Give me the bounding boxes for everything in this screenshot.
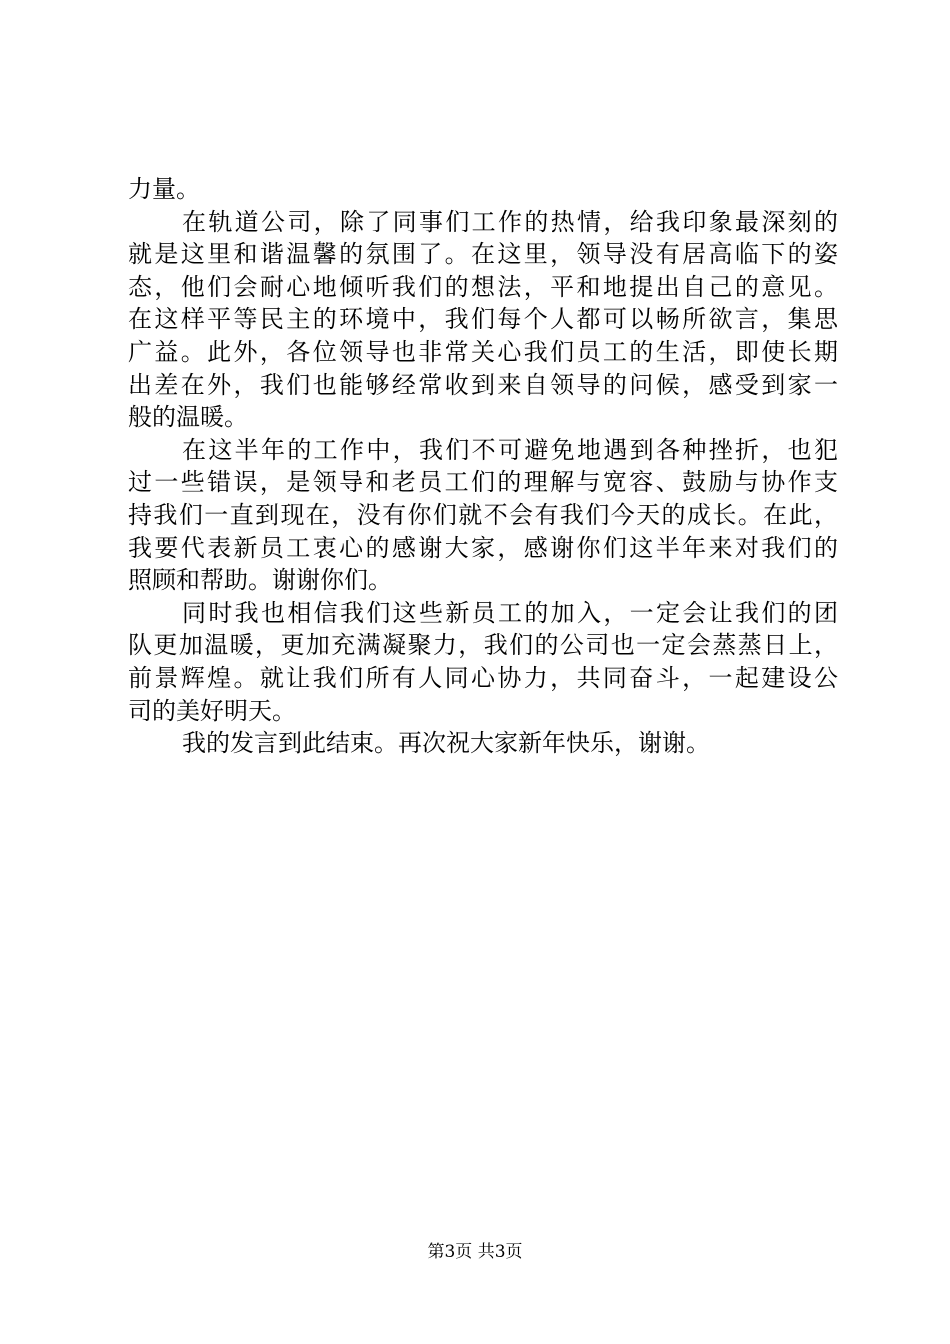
- paragraph-first-line: 在轨道公司，除了同事们工作的热情，给我印象最深刻的: [182, 207, 838, 236]
- text-line: 广益。此外，各位领导也非常关心我们员工的生活，即使长期: [128, 337, 838, 366]
- text-line: 就是这里和谐温馨的氛围了。在这里，领导没有居高临下的姿: [128, 240, 838, 269]
- text-line: 出差在外，我们也能够经常收到来自领导的问候，感受到家一: [128, 370, 838, 399]
- text-line: 前景辉煌。就让我们所有人同心协力，共同奋斗，一起建设公: [128, 663, 838, 692]
- text-line: 过一些错误，是领导和老员工们的理解与宽容、鼓励与协作支: [128, 468, 838, 497]
- paragraph-first-line: 我的发言到此结束。再次祝大家新年快乐，谢谢。: [182, 729, 710, 758]
- page-footer: 第3页 共3页: [427, 1242, 523, 1262]
- text-line: 我要代表新员工衷心的感谢大家，感谢你们这半年来对我们的: [128, 533, 838, 562]
- text-line: 司的美好明天。: [128, 696, 296, 725]
- text-line: 力量。: [128, 175, 200, 203]
- paragraph-first-line: 同时我也相信我们这些新员工的加入，一定会让我们的团: [182, 598, 838, 627]
- text-line: 队更加温暖，更加充满凝聚力，我们的公司也一定会蒸蒸日上，: [128, 631, 838, 660]
- paragraph-first-line: 在这半年的工作中，我们不可避免地遇到各种挫折，也犯: [182, 435, 838, 464]
- text-line: 态，他们会耐心地倾听我们的想法，平和地提出自己的意见。: [128, 272, 838, 301]
- text-line: 在这样平等民主的环境中，我们每个人都可以畅所欲言，集思: [128, 305, 838, 334]
- speech-body: [128, 173, 838, 760]
- text-line: 持我们一直到现在，没有你们就不会有我们今天的成长。在此，: [128, 500, 838, 529]
- text-line: 照顾和帮助。谢谢你们。: [128, 566, 392, 595]
- text-line: 般的温暖。: [128, 403, 248, 432]
